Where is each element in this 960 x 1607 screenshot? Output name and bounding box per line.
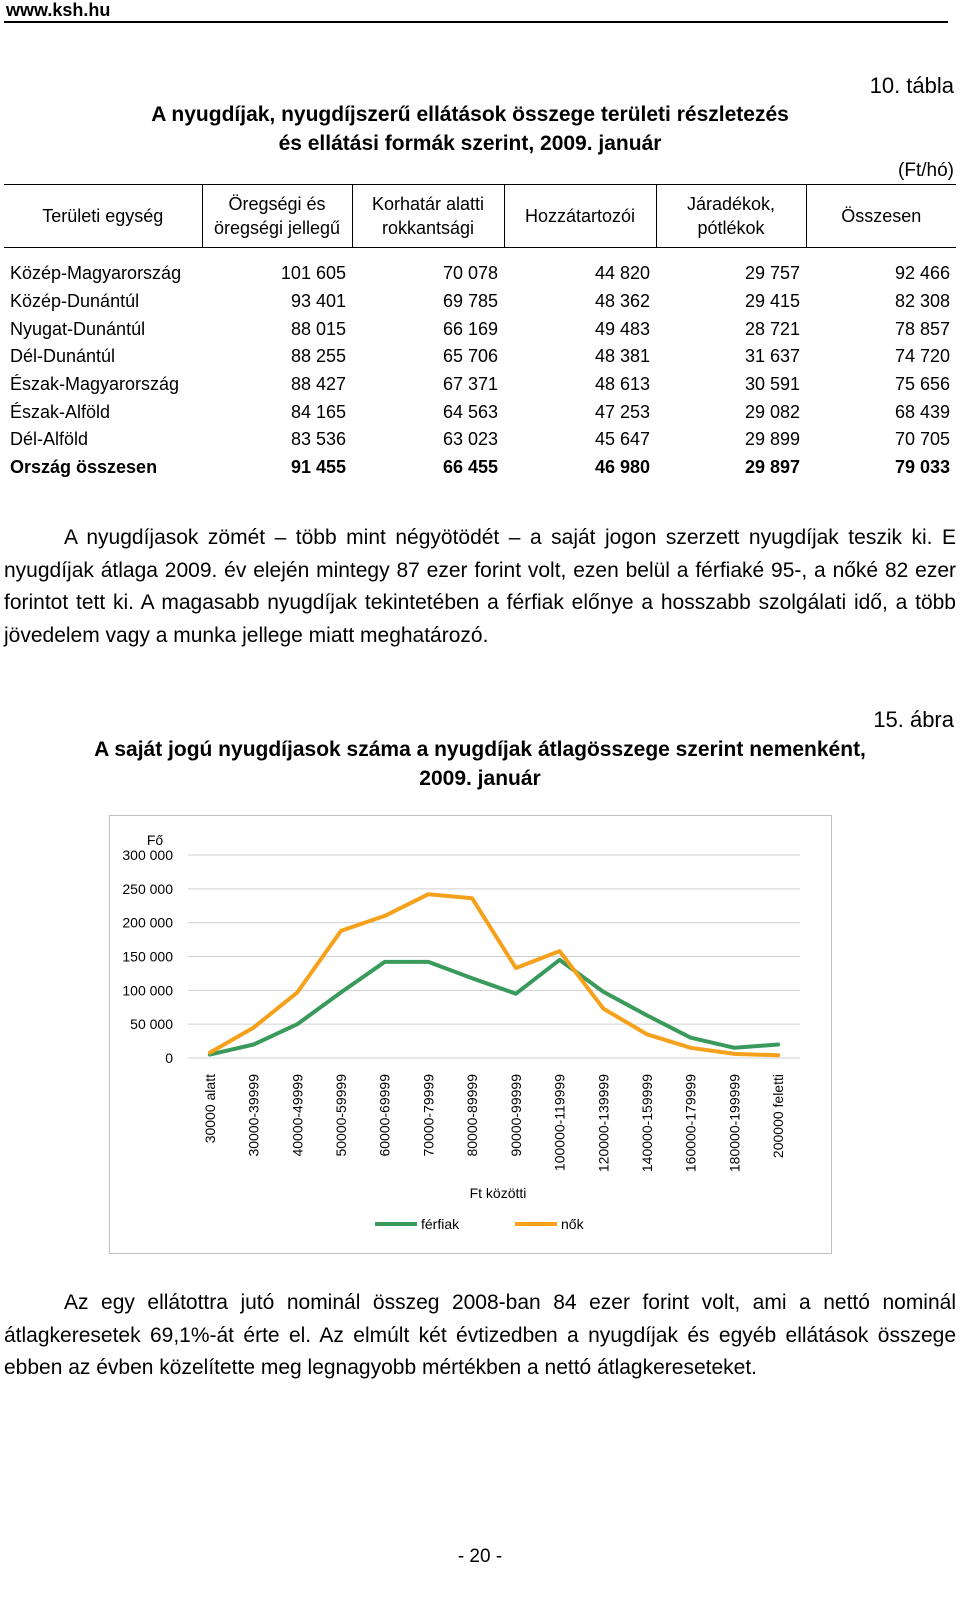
table-cell: 48 362	[594, 291, 650, 312]
table-row	[4, 398, 956, 426]
table-cell: 70 705	[894, 429, 950, 450]
region-name: Nyugat-Dunántúl	[10, 318, 146, 339]
table-cell: 79 033	[894, 457, 950, 478]
series-line-nők	[210, 894, 778, 1055]
table-cell: 46 980	[594, 457, 650, 478]
x-tick-label: 80000-89999	[464, 1074, 481, 1157]
data-point	[341, 992, 342, 993]
figure-title	[10, 735, 950, 793]
table-cell: 45 647	[594, 429, 650, 450]
x-tick-label: 30000-39999	[245, 1074, 262, 1157]
data-point	[384, 961, 385, 962]
table-cell: 49 483	[594, 318, 650, 339]
y-tick-label: 150 000	[122, 948, 173, 965]
data-point	[559, 951, 560, 952]
data-point	[297, 992, 298, 993]
column-header: Járadékok, pótlékok	[656, 185, 806, 248]
y-tick-label: 50 000	[130, 1016, 173, 1033]
data-point	[472, 898, 473, 899]
data-point	[515, 993, 516, 994]
region-name: Észak-Magyarország	[10, 374, 180, 395]
data-point	[734, 1047, 735, 1048]
x-axis-title: Ft közötti	[469, 1185, 527, 1201]
data-point	[428, 894, 429, 895]
table-cell: 48 613	[594, 374, 650, 395]
table-unit: (Ft/hó)	[898, 160, 954, 181]
table-cell: 64 563	[442, 401, 498, 422]
table-row	[4, 248, 956, 288]
body-paragraph-2	[4, 1287, 956, 1385]
x-tick-label: 30000 alatt	[201, 1074, 218, 1144]
data-point	[428, 961, 429, 962]
table-cell: 66 455	[442, 457, 498, 478]
table-cell: 29 415	[744, 291, 800, 312]
table-cell: 47 253	[594, 401, 650, 422]
table-row	[4, 288, 956, 316]
chart-canvas	[110, 816, 831, 1253]
legend-label: nők	[561, 1216, 584, 1232]
region-name: Dél-Dunántúl	[10, 346, 116, 367]
table-cell: 91 455	[290, 457, 346, 478]
table-row	[4, 426, 956, 454]
y-tick-label: 200 000	[122, 914, 173, 931]
x-tick-label: 160000-179999	[682, 1074, 699, 1173]
table-cell: 74 720	[894, 346, 950, 367]
table-cell: 29 899	[744, 429, 800, 450]
table-total-row	[4, 454, 956, 482]
table-cell: 88 255	[290, 346, 346, 367]
table-cell: 67 371	[442, 374, 498, 395]
table-cell: 66 169	[442, 318, 498, 339]
x-tick-label: 40000-49999	[289, 1074, 306, 1157]
data-point	[778, 1044, 779, 1045]
table-cell: 28 721	[744, 318, 800, 339]
page-number: - 20 -	[457, 1546, 503, 1567]
table-cell: 75 656	[894, 374, 950, 395]
table-cell: 92 466	[894, 263, 950, 284]
legend-label: férfiak	[421, 1216, 460, 1232]
table-cell: 29 757	[744, 263, 800, 284]
series-line-férfiak	[210, 960, 778, 1055]
data-point	[603, 991, 604, 992]
table-number: 10. tábla	[869, 73, 954, 98]
figure-title-line2: 2009. január	[419, 767, 541, 790]
x-tick-label: 200000 feletti	[770, 1074, 787, 1159]
data-point	[778, 1055, 779, 1056]
y-tick-label: 100 000	[122, 982, 173, 999]
x-tick-label: 50000-59999	[333, 1074, 349, 1157]
figure-title-line1: A saját jogú nyugdíjasok száma a nyugdíjak átlagösszege szerint nemenként,	[94, 738, 866, 761]
region-name: Észak-Alföld	[10, 401, 111, 422]
paragraph-text: A nyugdíjasok zömét – több mint négyötödét – a saját jogon szerzett nyugdíjak teszik ki. E nyugdíjak átlaga 2009. év elején mintegy 87 ezer forint volt, ezen belül a férfiaké 95-, a nőké 82 ezer forintot tett ki. A magasabb nyugdíjak tekintetében a férfiak előnye a hosszabb szolgálati idő, a több jövedelem vagy a munka jellege miatt meghatározó.	[4, 526, 956, 647]
data-point	[209, 1052, 210, 1053]
table-cell: 93 401	[290, 291, 346, 312]
column-header: Hozzátartozói	[504, 185, 656, 248]
table-cell: 70 078	[442, 263, 498, 284]
table-cell: 88 015	[290, 318, 346, 339]
x-tick-label: 70000-79999	[420, 1074, 437, 1157]
pension-distribution-chart	[109, 815, 832, 1254]
table-cell: 65 706	[442, 346, 498, 367]
data-point	[472, 978, 473, 979]
y-tick-label: 300 000	[122, 847, 173, 863]
table-title-line1: A nyugdíjak, nyugdíjszerű ellátások összege területi részletezés	[151, 103, 789, 126]
table-title	[70, 100, 870, 158]
table-cell: 88 427	[290, 374, 346, 395]
column-header: Korhatár alatti rokkantsági	[352, 185, 504, 248]
table-cell: 68 439	[894, 401, 950, 422]
table-cell: 84 165	[290, 401, 346, 422]
table-cell: 29 897	[744, 457, 800, 478]
region-name: Ország összesen	[10, 457, 158, 478]
table-row	[4, 371, 956, 399]
data-point	[690, 1047, 691, 1048]
x-tick-label: 180000-199999	[726, 1074, 743, 1173]
table-cell: 63 023	[442, 429, 498, 450]
data-point	[384, 915, 385, 916]
table-row	[4, 343, 956, 371]
table-title-line2: és ellátási formák szerint, 2009. január	[278, 132, 662, 155]
table-cell: 44 820	[594, 263, 650, 284]
data-point	[515, 968, 516, 969]
regional-pension-table	[4, 184, 956, 482]
column-header: Területi egység	[4, 185, 202, 248]
x-tick-label: 100000-119999	[551, 1074, 568, 1172]
table-cell: 83 536	[290, 429, 346, 450]
data-point	[297, 1024, 298, 1025]
table-cell: 82 308	[894, 291, 950, 312]
table-cell: 48 381	[594, 346, 650, 367]
region-name: Közép-Magyarország	[10, 263, 182, 284]
region-name: Közép-Dunántúl	[10, 291, 140, 312]
y-axis-title: Fő	[146, 832, 164, 848]
figure-number: 15. ábra	[873, 707, 954, 732]
y-tick-label: 250 000	[122, 880, 173, 897]
table-cell: 69 785	[442, 291, 498, 312]
data-point	[734, 1053, 735, 1054]
column-header: Öregségi és öregségi jellegű	[202, 185, 352, 248]
data-point	[647, 1015, 648, 1016]
x-tick-label: 120000-139999	[595, 1074, 612, 1173]
table-cell: 30 591	[744, 374, 800, 395]
data-point	[253, 1044, 254, 1045]
data-point	[647, 1034, 648, 1035]
data-point	[253, 1027, 254, 1028]
data-point	[690, 1037, 691, 1038]
table-header-row	[4, 185, 956, 248]
header-divider	[4, 21, 948, 23]
table-cell: 29 082	[744, 401, 800, 422]
x-tick-label: 140000-159999	[639, 1074, 655, 1173]
region-name: Dél-Alföld	[10, 429, 89, 450]
x-tick-label: 60000-69999	[376, 1074, 393, 1157]
body-paragraph-1	[4, 522, 956, 652]
column-header: Összesen	[806, 185, 956, 248]
data-point	[559, 959, 560, 960]
data-point	[341, 930, 342, 931]
x-tick-label: 90000-99999	[507, 1074, 524, 1157]
table-cell: 78 857	[894, 318, 950, 339]
y-tick-label: 0	[165, 1050, 173, 1066]
paragraph-text: Az egy ellátottra jutó nominál összeg 2008-ban 84 ezer forint volt, ami a nettó nominál átlagkeresetek 69,1%-át érte el. Az elmúlt két évtizedben a nyugdíjak és egyéb ellátások összege ebben az évben közelítette meg legnagyobb mértékben a nettó átlagkereseteket.	[4, 1291, 956, 1380]
table-cell: 31 637	[744, 346, 800, 367]
site-url[interactable]: www.ksh.hu	[6, 0, 111, 20]
table-row	[4, 315, 956, 343]
table-cell: 101 605	[280, 263, 346, 284]
data-point	[603, 1008, 604, 1009]
